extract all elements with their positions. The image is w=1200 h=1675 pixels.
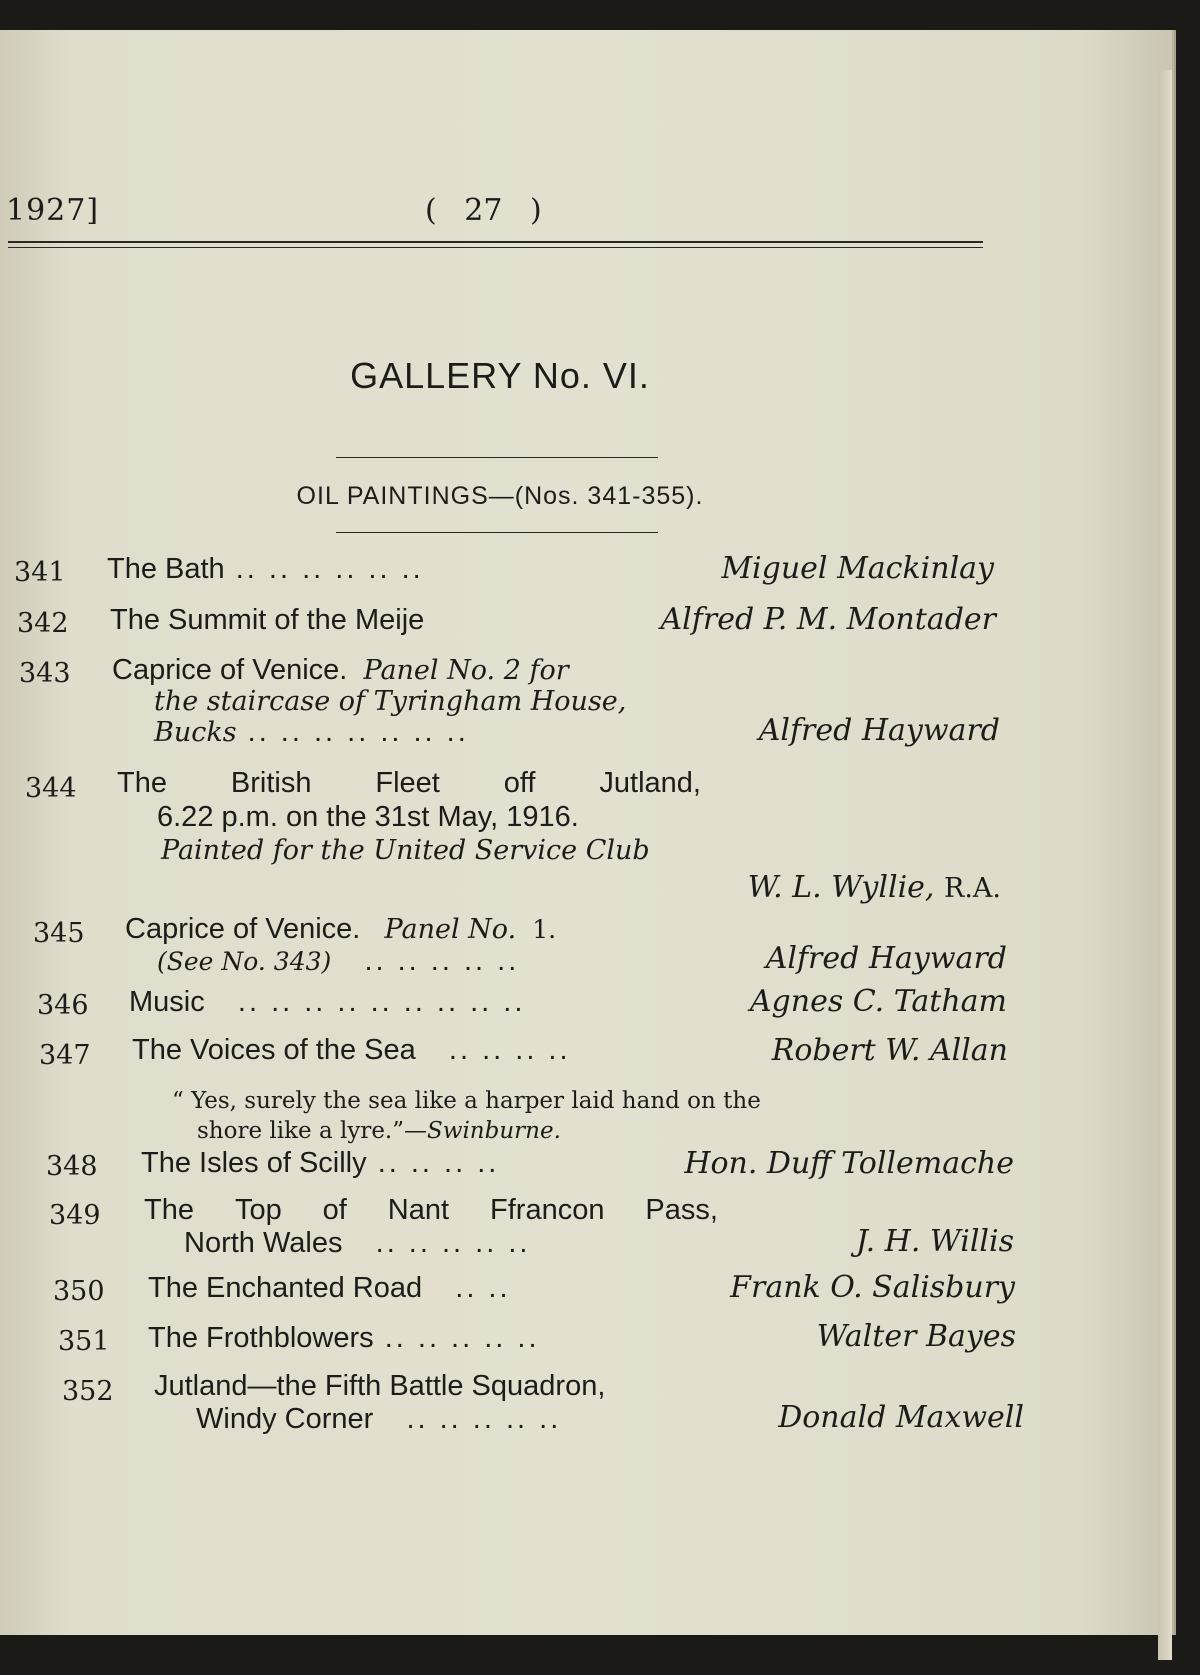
title-word: The — [117, 767, 167, 799]
entry-title: The Summit of the Meije — [110, 604, 425, 636]
entry-title: The Enchanted Road — [148, 1272, 423, 1304]
entry-number: 350 — [53, 1276, 105, 1307]
entry-title: Caprice of Venice. — [112, 654, 348, 686]
artist-suffix: R.A. — [944, 873, 1001, 904]
entry-title: North Wales — [184, 1227, 343, 1259]
entry-title: Jutland—the Fifth Battle Squadron, — [154, 1370, 606, 1402]
entry-artist: Hon. Duff Tollemache — [684, 1146, 1014, 1181]
entry-number: 351 — [58, 1326, 110, 1357]
entry-note: the staircase of Tyringham House, — [154, 686, 627, 717]
title-word: British — [230, 767, 312, 799]
title-word: Top — [234, 1194, 282, 1226]
entry-title: The Frothblowers — [148, 1322, 374, 1354]
entry-artist: J. H. Willis — [855, 1224, 1014, 1259]
divider — [336, 457, 658, 458]
entry-title: The Isles of Scilly — [141, 1147, 367, 1179]
entry-number: 345 — [33, 918, 85, 949]
header-rule — [8, 241, 983, 243]
entry-artist: Frank O. Salisbury — [730, 1270, 1015, 1305]
entry-number: 352 — [62, 1376, 114, 1407]
entry-artist: Robert W. Allan — [771, 1033, 1008, 1068]
entry-artist: Walter Bayes — [816, 1319, 1016, 1354]
entry-note: Panel No. 2 for — [363, 655, 569, 686]
entry-note: Panel No. — [384, 914, 517, 945]
page-edge — [1158, 70, 1172, 1660]
entry-title: Caprice of Venice. — [125, 913, 361, 945]
entry-artist: W. L. Wyllie, — [747, 870, 935, 905]
entry-artist: Alfred Hayward — [758, 713, 1000, 748]
entry-title: Windy Corner — [196, 1403, 374, 1435]
entry-number: 343 — [19, 658, 71, 689]
title-word: Fleet — [375, 767, 440, 799]
entry-number: 348 — [46, 1151, 98, 1182]
header-rule-thin — [8, 247, 983, 248]
title-word: Ffrancon — [490, 1194, 605, 1226]
title-word: Nant — [387, 1194, 450, 1226]
entry-title: 6.22 p.m. on the 31st May, 1916. — [157, 801, 579, 833]
page-title: GALLERY No. VI. — [350, 355, 650, 396]
entry-note: (See No. 343) — [157, 947, 332, 976]
entry-artist: Alfred Hayward — [765, 941, 1007, 976]
entry-artist: Donald Maxwell — [778, 1400, 1024, 1435]
entry-number: 347 — [39, 1040, 91, 1071]
entry-artist: Agnes C. Tatham — [749, 984, 1007, 1019]
divider — [336, 532, 658, 533]
quote-author: Swinburne. — [427, 1118, 561, 1144]
entry-title: The Bath — [107, 553, 225, 585]
entry-title: Music — [129, 986, 205, 1018]
entry-note-number: 1. — [532, 915, 557, 944]
entry-artist: Alfred P. M. Montader — [660, 602, 996, 637]
entry-number: 342 — [17, 608, 69, 639]
section-subtitle: OIL PAINTINGS—(Nos. 341-355). — [296, 482, 704, 510]
entry-number: 341 — [14, 557, 66, 588]
entry-quote: “ Yes, surely the sea like a harper laid hand on the — [172, 1088, 761, 1114]
entry-note: Painted for the United Service Club — [161, 835, 650, 866]
title-word: Jutland, — [599, 767, 701, 799]
title-word: of — [322, 1194, 347, 1226]
title-word: off — [503, 767, 536, 799]
entry-note: Bucks — [154, 717, 237, 748]
entry-quote: shore like a lyre.”— — [197, 1118, 427, 1144]
running-head-year: 1927] — [6, 193, 100, 228]
entry-title: The Voices of the Sea — [132, 1034, 416, 1066]
entry-number: 346 — [37, 990, 89, 1021]
title-word: Pass, — [645, 1194, 718, 1226]
catalogue-page: 1927] ( 27 ) GALLERY No. VI. OIL PAINTINGS—(Nos. 341-355). 341 The Bath .. .. .. .. .. .. Miguel Mackinlay 342 The Summit of the Meije Alfred P. M. Montader 343 Caprice of Venice. Panel No. 2 for the staircase of Tyringham House, Bucks .. .. .. .. .. .. .. Alfred Hayward 344 The British Fleet off Jutland, 6.22 p.m. on the 31st May, 1916. Painted for the United Service Club W. L. Wyllie, R.A. 345 Caprice of Venice. Panel No. 1. (See No. 343) .. .. .. .. .. Alfred Hayward 346 Music .. .. .. .. .. .. .. .. .. Agnes C. Tatham 347 The Voices of the Sea .. .. .. .. Robert W. Allan “ Yes, surely the sea like a harper laid hand on the shore like a lyre.”—Swinburne. 348 The Isles of Scilly .. .. .. .. Hon. Duff Tollemache 349 The Top of Nant Ffrancon Pass, North Wales .. .. .. .. .. J. H. Willis 350 The Enchanted Road .. .. Frank O. Salisbury 351 The Frothblowers .. .. .. .. .. Walter Bayes 352 Jutland—the Fifth Battle Squadron, Windy Corner .. .. .. .. .. Donald Maxwell — [0, 30, 1172, 1635]
entry-artist: Miguel Mackinlay — [721, 551, 994, 586]
entry-number: 349 — [49, 1200, 101, 1231]
title-word: The — [144, 1194, 194, 1226]
entry-number: 344 — [25, 773, 77, 804]
page-number: ( 27 ) — [425, 193, 542, 228]
